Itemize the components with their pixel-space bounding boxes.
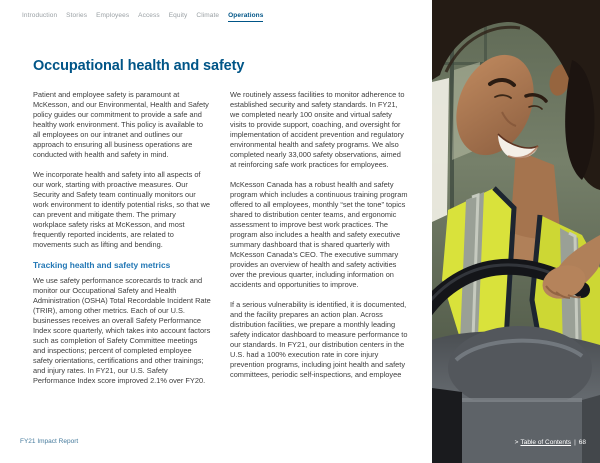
paragraph: McKesson Canada has a robust health and safety program which includes a continuous training program offered to all employees, monthly “set the tone” topics shared to distribution center teams, and ergonomic assessment to improve best work practices. The program also includes a health and safety executive summary dashboard that is shared quarterly with McKesson Canada’s CEO. The executive summary provides an overview of health and safety activities over the previous quarter, including information on accidents and opportunities to improve. — [230, 180, 408, 289]
toc-arrow-icon: > — [514, 439, 519, 446]
paragraph: We incorporate health and safety into all aspects of our work, starting with proactive measures. Our Security and Safety team continually monitors our work environment to identify potential risks, so that we can prevent and mitigate them. The primary workplace safety risks at McKesson, and most frequently reported incidents, are related to movements such as lifting and bending. — [33, 170, 211, 249]
column-2 — [230, 90, 408, 396]
footer-separator: | — [574, 439, 576, 446]
nav-item-operations[interactable]: Operations — [228, 12, 263, 22]
paragraph: We routinely assess facilities to monitor adherence to established security and safety standards. In FY21, we completed nearly 100 onsite and virtual safety visits to provide support, coaching, and oversight for implementation of accident prevention and regulatory environmental health and safety programs. We also completed nearly 33,000 safety observations, aimed at reinforcing safe work practices for employees. — [230, 90, 405, 169]
report-title: FY21 Impact Report — [20, 438, 79, 445]
toc-footer — [515, 439, 586, 446]
nav-item-equity[interactable]: Equity — [168, 12, 188, 19]
paragraph: We use safety performance scorecards to track and monitor our Occupational Safety and Health Administration (OSHA) Total Recordable Incident Rate (TRIR), among other metrics. Each of our U.S. businesses receives an overall Safety Performance Index score quarterly, which takes into account factors such as completion of Safety Committee meetings and inspections; percent of completed employee safety orientations, certifications and other trainings; and injury rates. In FY21, our U.S. Safety Performance Index score improved 2.1% over FY20. — [33, 276, 211, 385]
table-of-contents-link[interactable]: Table of Contents — [520, 439, 572, 446]
nav-item-access[interactable]: Access — [138, 12, 160, 19]
paragraph: If a serious vulnerability is identified, it is documented, and the facility prepares an action plan. Across distribution facilities, we prepare a monthly leading safety indicator dashboard to measure performance to our standards. In FY21, our distribution centers in the U.S. had a 100% execution rate in core injury prevention programs, including joint health and safety committees, periodic self-inspections, and employee — [230, 300, 408, 379]
column-1 — [33, 90, 211, 396]
paragraph: Patient and employee safety is paramount at McKesson, and our Environmental, Health and Safety policy guides our commitment to provide a safe and healthy work environment. This policy is available to all employees on our intranet and outlines our approach to ensuring all business operations are conducted with health and safety in mind. — [33, 90, 209, 159]
two-column-body — [33, 90, 411, 396]
section-subheading: Tracking health and safety metrics — [33, 260, 171, 270]
worker-photo — [432, 0, 600, 463]
article — [33, 56, 411, 396]
page-number: 68 — [578, 439, 586, 446]
nav-item-introduction[interactable]: Introduction — [22, 12, 58, 19]
nav-item-climate[interactable]: Climate — [196, 12, 220, 19]
top-nav — [22, 12, 263, 22]
page-title: Occupational health and safety — [33, 58, 245, 74]
nav-item-employees[interactable]: Employees — [96, 12, 130, 19]
nav-item-stories[interactable]: Stories — [66, 12, 88, 19]
